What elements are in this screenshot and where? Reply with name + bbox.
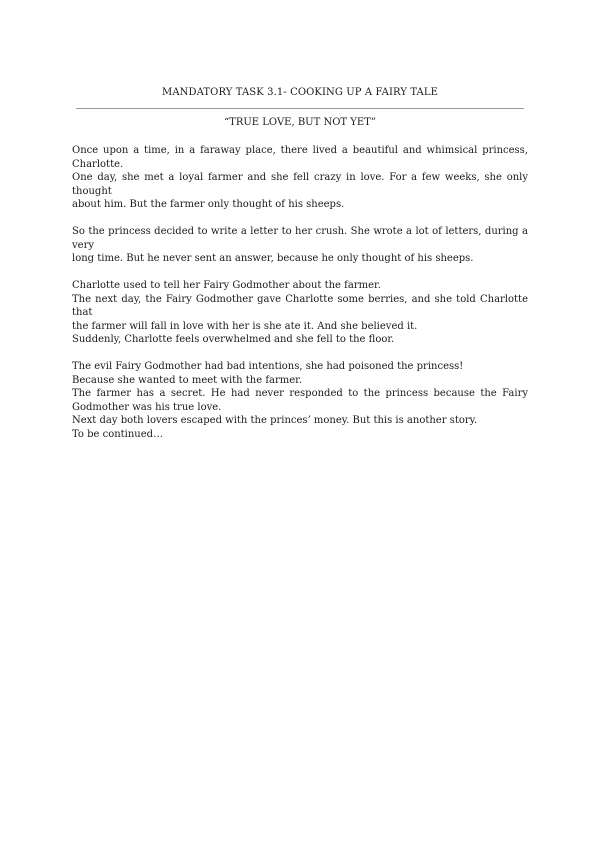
paragraph bbox=[72, 279, 528, 347]
text-line: about him. But the farmer only thought of his sheeps. bbox=[72, 199, 345, 210]
text-line: The next day, the Fairy Godmother gave Charlotte some berries, and she told Charlotte that bbox=[72, 293, 528, 318]
text-line: Charlotte. bbox=[72, 158, 124, 170]
paragraph bbox=[72, 144, 528, 212]
text-line: the farmer will fall in love with her is she ate it. And she believed it. bbox=[72, 320, 418, 332]
paragraph bbox=[72, 225, 528, 266]
heading-divider bbox=[76, 108, 524, 109]
text-line: So the princess decided to write a letter to her crush. She wrote a lot of letters, during a very bbox=[72, 226, 528, 251]
text-line: One day, she met a loyal farmer and she fell crazy in love. For a few weeks, she only thought bbox=[72, 172, 528, 197]
text-line: Charlotte used to tell her Fairy Godmother about the farmer. bbox=[72, 280, 381, 291]
paragraph bbox=[72, 360, 528, 441]
text-line: The farmer has a secret. He had never responded to the princess because the Fairy bbox=[72, 388, 528, 399]
text-line: Because she wanted to meet with the farmer. bbox=[72, 374, 303, 386]
text-line: Godmother was his true love. bbox=[72, 401, 222, 413]
text-line: long time. But he never sent an answer, because he only thought of his sheeps. bbox=[72, 253, 474, 264]
story-title: “TRUE LOVE, BUT NOT YET” bbox=[224, 117, 376, 128]
page-heading: MANDATORY TASK 3.1- COOKING UP A FAIRY TALE bbox=[161, 87, 439, 98]
text-line: The evil Fairy Godmother had bad intentions, she had poisoned the princess! bbox=[72, 361, 464, 372]
text-line: To be continued… bbox=[72, 428, 164, 440]
text-line: Once upon a time, in a faraway place, there lived a beautiful and whimsical princess, bbox=[72, 145, 528, 156]
text-line: Suddenly, Charlotte feels overwhelmed and she fell to the floor. bbox=[72, 334, 395, 345]
text-line: Next day both lovers escaped with the princes’ money. But this is another story. bbox=[72, 415, 478, 426]
story-body bbox=[72, 144, 528, 455]
